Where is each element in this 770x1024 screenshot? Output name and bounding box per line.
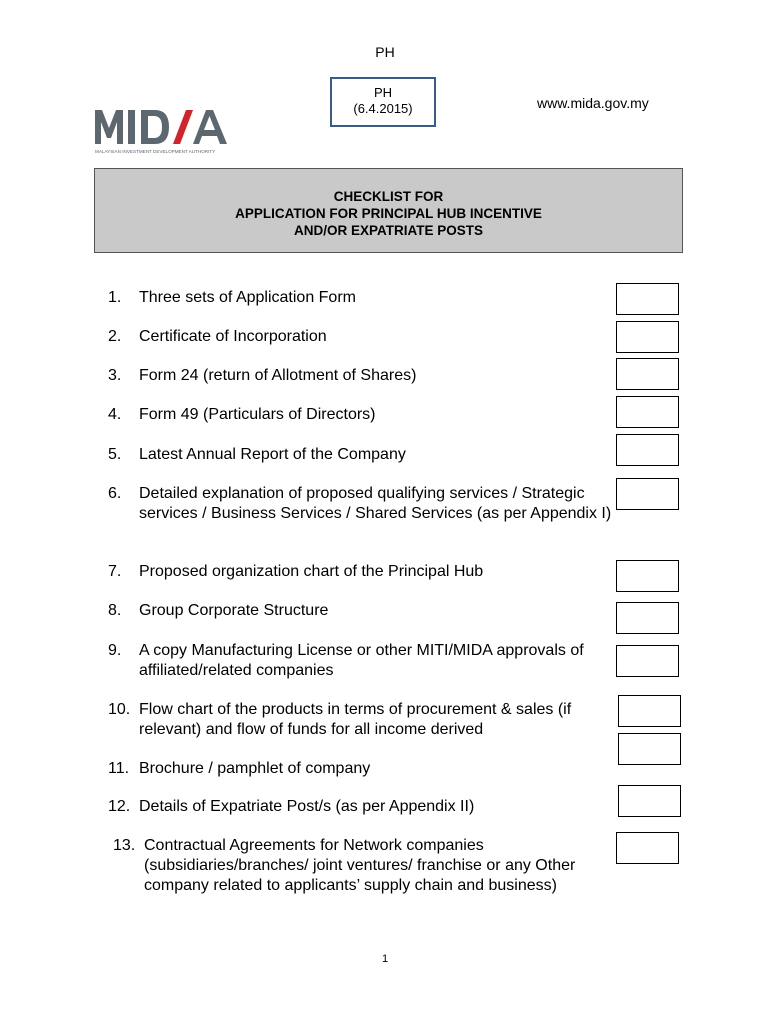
item-number: 7. [108, 563, 122, 580]
item-number: 10. [108, 701, 131, 718]
form-date: (6.4.2015) [353, 101, 413, 116]
item-text: Contractual Agreements for Network companies (subsidiaries/branches/ joint ventures/ franchise or any Other company related to applicants’ supply chain and business) [144, 837, 576, 894]
item-text: Brochure / pamphlet of company [139, 760, 371, 777]
document-code: PH [375, 44, 395, 60]
title-line-3: AND/OR EXPATRIATE POSTS [293, 223, 483, 238]
form-code-box [330, 77, 436, 127]
item-number: 9. [108, 642, 122, 659]
website-url: www.mida.gov.my [537, 95, 649, 111]
checkbox-item-6[interactable] [616, 478, 679, 510]
checkbox-item-5[interactable] [616, 434, 679, 466]
item-number: 6. [108, 485, 122, 502]
checkbox-item-7[interactable] [616, 560, 679, 592]
logo-subtitle: MALAYSIAN INVESTMENT DEVELOPMENT AUTHORITY [95, 149, 216, 154]
item-text: Detailed explanation of proposed qualifying services / Strategic services / Business Services / Shared Services (as per Appendix I) [139, 485, 612, 522]
form-code: PH [373, 85, 393, 100]
item-number: 8. [108, 602, 122, 619]
mida-logo-graphic [93, 104, 235, 156]
page-number: 1 [381, 953, 389, 965]
item-text: Form 24 (return of Allotment of Shares) [139, 367, 417, 384]
item-text: Details of Expatriate Post/s (as per Appendix II) [139, 798, 475, 815]
item-text: Form 49 (Particulars of Directors) [139, 406, 376, 423]
item-text: Flow chart of the products in terms of procurement & sales (if relevant) and flow of funds for all income derived [139, 701, 572, 738]
title-line-2: APPLICATION FOR PRINCIPAL HUB INCENTIVE [235, 206, 542, 221]
checkbox-item-11[interactable] [618, 733, 681, 765]
item-number: 4. [108, 406, 122, 423]
checkbox-item-1[interactable] [616, 283, 679, 315]
item-number: 3. [108, 367, 122, 384]
item-text: Group Corporate Structure [139, 602, 329, 619]
checklist-title-box [94, 168, 683, 253]
checkbox-item-8[interactable] [616, 602, 679, 634]
item-number: 5. [108, 446, 122, 463]
checkbox-item-4[interactable] [616, 396, 679, 428]
mida-logo [93, 104, 235, 156]
checkbox-item-10[interactable] [618, 695, 681, 727]
item-text: Three sets of Application Form [139, 289, 356, 306]
checkbox-item-2[interactable] [616, 321, 679, 353]
item-text: A copy Manufacturing License or other MITI/MIDA approvals of affiliated/related companies [139, 642, 584, 679]
item-text: Certificate of Incorporation [139, 328, 327, 345]
checkbox-item-9[interactable] [616, 645, 679, 677]
checkbox-item-12[interactable] [618, 785, 681, 817]
item-text: Latest Annual Report of the Company [139, 446, 406, 463]
item-text: Proposed organization chart of the Principal Hub [139, 563, 484, 580]
checkbox-item-3[interactable] [616, 358, 679, 390]
item-number: 12. [108, 798, 131, 815]
item-number: 13. [113, 837, 136, 854]
item-number: 11. [108, 760, 130, 777]
item-number: 1. [108, 289, 122, 306]
checkbox-item-13[interactable] [616, 832, 679, 864]
item-number: 2. [108, 328, 122, 345]
title-line-1: CHECKLIST FOR [333, 189, 444, 204]
